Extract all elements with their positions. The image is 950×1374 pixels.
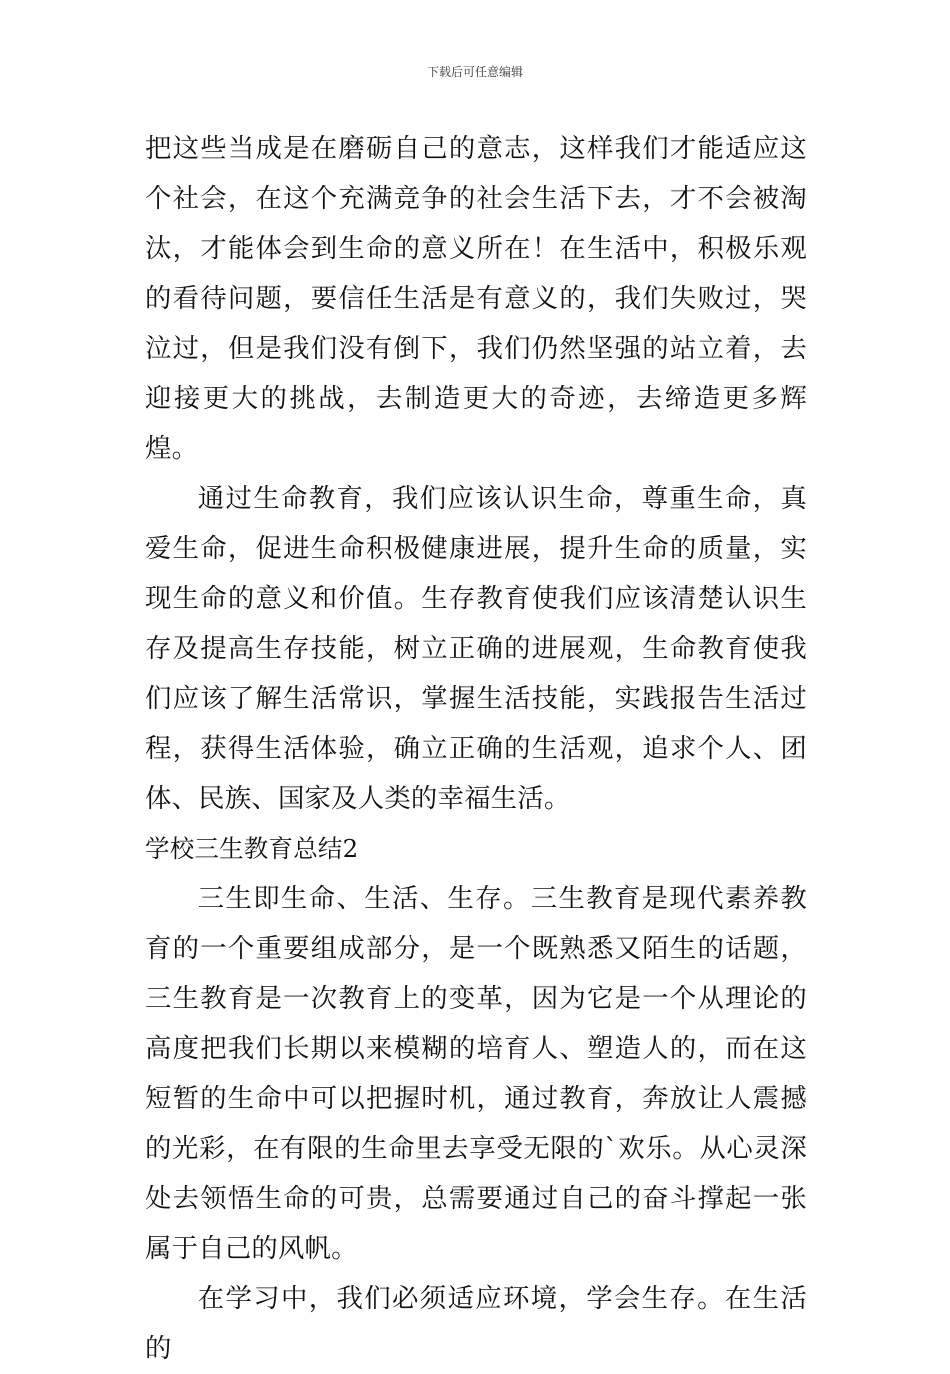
paragraph-1: 把这些当成是在磨砺自己的意志，这样我们才能适应这个社会，在这个充满竞争的社会生活下去，才不会被淘汰，才能体会到生命的意义所在！在生活中，积极乐观的看待问题，要信任生活是有意义的，我们失败过，哭泣过，但是我们没有倒下，我们仍然坚强的站立着，去迎接更大的挑战，去制造更大的奇迹，去缔造更多辉煌。 <box>145 133 807 464</box>
paragraph-2: 通过生命教育，我们应该认识生命，尊重生命，真爱生命，促进生命积极健康进展，提升生命的质量，实现生命的意义和价值。生存教育使我们应该清楚认识生存及提高生存技能，树立正确的进展观，生命教育使我们应该了解生活常识，掌握生活技能，实践报告生活过程，获得生活体验，确立正确的生活观，追求个人、团体、民族、国家及人类的幸福生活。 <box>145 483 807 814</box>
section-title: 学校三生教育总结2 <box>145 834 359 863</box>
document-body <box>145 124 807 1374</box>
paragraph-4: 在学习中，我们必须适应环境，学会生存。在生活的 <box>145 1283 807 1364</box>
paragraph-3: 三生即生命、生活、生存。三生教育是现代素养教育的一个重要组成部分，是一个既熟悉又陌生的话题，三生教育是一次教育上的变革，因为它是一个从理论的高度把我们长期以来模糊的培育人、塑造人的，而在这短暂的生命中可以把握时机，通过教育，奔放让人震撼的光彩，在有限的生命里去享受无限的`欢乐。从心灵深处去领悟生命的可贵，总需要通过自己的奋斗撑起一张属于自己的风帆。 <box>145 883 807 1264</box>
page-header: 下载后可任意编辑 <box>426 65 523 79</box>
